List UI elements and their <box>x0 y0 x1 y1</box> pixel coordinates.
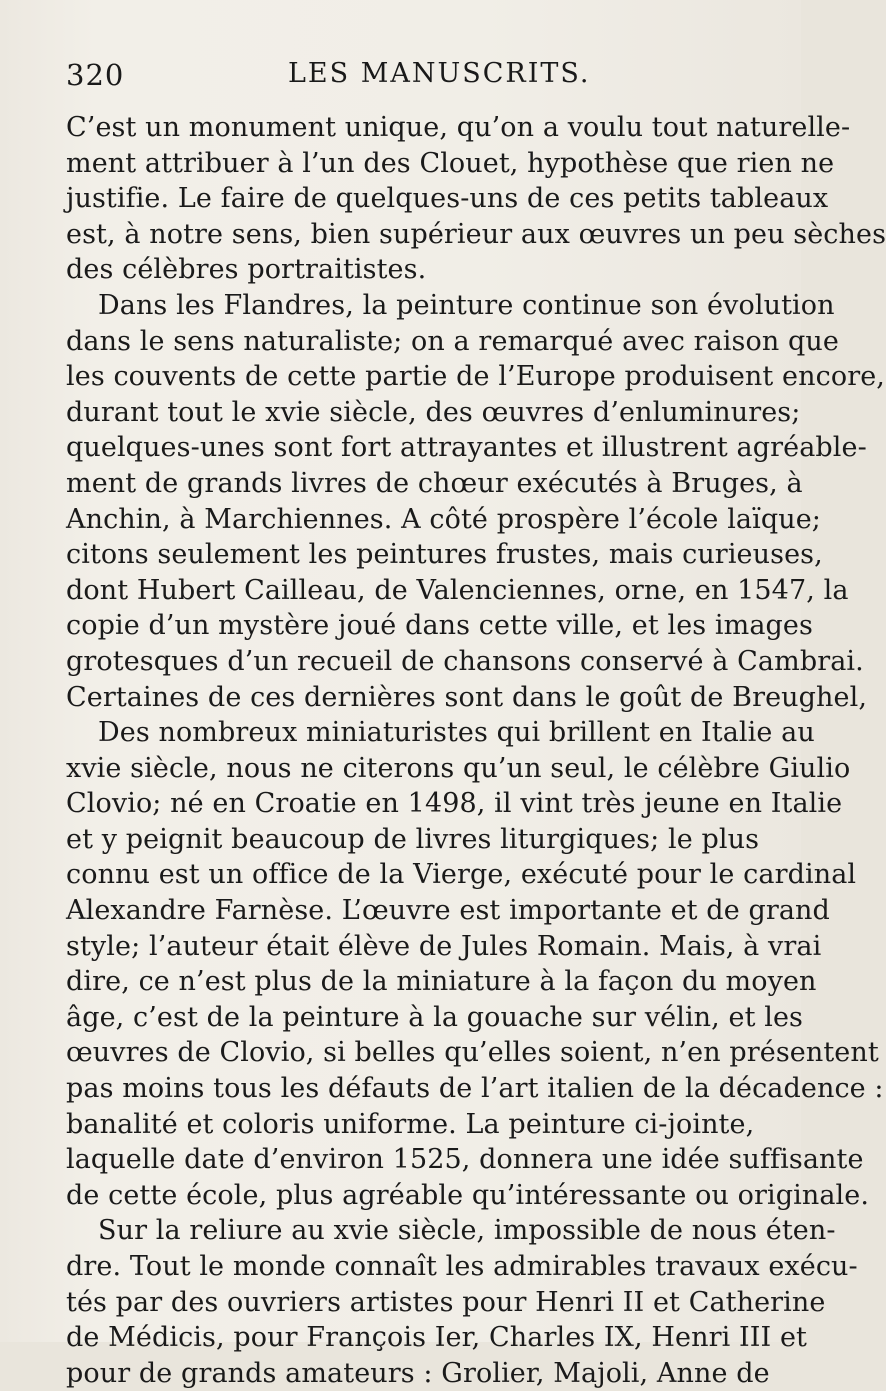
text-line: laquelle date d’environ 1525, donnera une idée suffisante <box>66 1144 864 1176</box>
text-line: et y peignit beaucoup de livres liturgiques; le plus <box>66 823 760 855</box>
text-line: xvie siècle, nous ne citerons qu’un seul, le célèbre Giulio <box>66 752 851 784</box>
text-line: quelques-unes sont fort attrayantes et illustrent agréable- <box>66 432 867 464</box>
text-line: de cette école, plus agréable qu’intéressante ou originale. <box>66 1179 870 1211</box>
text-line: est, à notre sens, bien supérieur aux œuvres un peu sèches <box>66 218 886 250</box>
text-line: tés par des ouvriers artistes pour Henri II et Catherine <box>66 1286 826 1318</box>
text-line: œuvres de Clovio, si belles qu’elles soient, n’en présentent <box>66 1037 879 1069</box>
running-title: LES MANUSCRITS. <box>288 58 591 89</box>
text-line: connu est un office de la Vierge, exécuté pour le cardinal <box>66 859 857 891</box>
text-line: pour de grands amateurs : Grolier, Majoli, Anne de <box>66 1357 770 1389</box>
text-line: de Médicis, pour François Ier, Charles IX, Henri III et <box>66 1322 808 1354</box>
text-line: pas moins tous les défauts de l’art italien de la décadence : <box>66 1073 884 1105</box>
page-header <box>66 58 721 94</box>
text-line: Des nombreux miniaturistes qui brillent en Italie au <box>98 717 815 749</box>
text-line: âge, c’est de la peinture à la gouache sur vélin, et les <box>66 1001 804 1033</box>
text-line: Alexandre Farnèse. L’œuvre est importante et de grand <box>66 895 830 927</box>
text-line: ment de grands livres de chœur exécutés à Bruges, à <box>66 467 803 499</box>
text-line: les couvents de cette partie de l’Europe produisent encore, <box>66 361 885 393</box>
text-line: Clovio; né en Croatie en 1498, il vint très jeune en Italie <box>66 788 843 820</box>
text-line: justifie. Le faire de quelques-uns de ces petits tableaux <box>66 183 829 215</box>
page-number: 320 <box>66 58 125 92</box>
text-line: grotesques d’un recueil de chansons conservé à Cambrai. <box>66 645 864 677</box>
text-line: C’est un monument unique, qu’on a voulu tout naturelle- <box>66 112 851 143</box>
text-line: Sur la reliure au xvie siècle, impossible de nous éten- <box>98 1215 836 1247</box>
text-line: copie d’un mystère joué dans cette ville, et les images <box>66 610 813 642</box>
text-line: dans le sens naturaliste; on a remarqué avec raison que <box>66 325 839 357</box>
text-line: Certaines de ces dernières sont dans le goût de Breughel, <box>66 681 868 713</box>
text-line: banalité et coloris uniforme. La peinture ci-jointe, <box>66 1108 755 1140</box>
text-line: des célèbres portraitistes. <box>66 254 427 286</box>
text-line: citons seulement les peintures frustes, mais curieuses, <box>66 539 823 571</box>
text-line: durant tout le xvie siècle, des œuvres d’enluminures; <box>66 396 801 428</box>
text-line: Anchin, à Marchiennes. A côté prospère l’école laïque; <box>66 503 822 535</box>
text-line: dont Hubert Cailleau, de Valenciennes, orne, en 1547, la <box>66 574 849 606</box>
text-line: style; l’auteur était élève de Jules Romain. Mais, à vrai <box>66 930 822 962</box>
text-line: ment attribuer à l’un des Clouet, hypothèse que rien ne <box>66 147 835 179</box>
text-line: dre. Tout le monde connaît les admirables travaux exécu- <box>66 1251 858 1282</box>
body-text <box>66 110 886 1391</box>
text-line: dire, ce n’est plus de la miniature à la façon du moyen <box>66 966 817 998</box>
text-line: Dans les Flandres, la peinture continue son évolution <box>98 289 835 321</box>
